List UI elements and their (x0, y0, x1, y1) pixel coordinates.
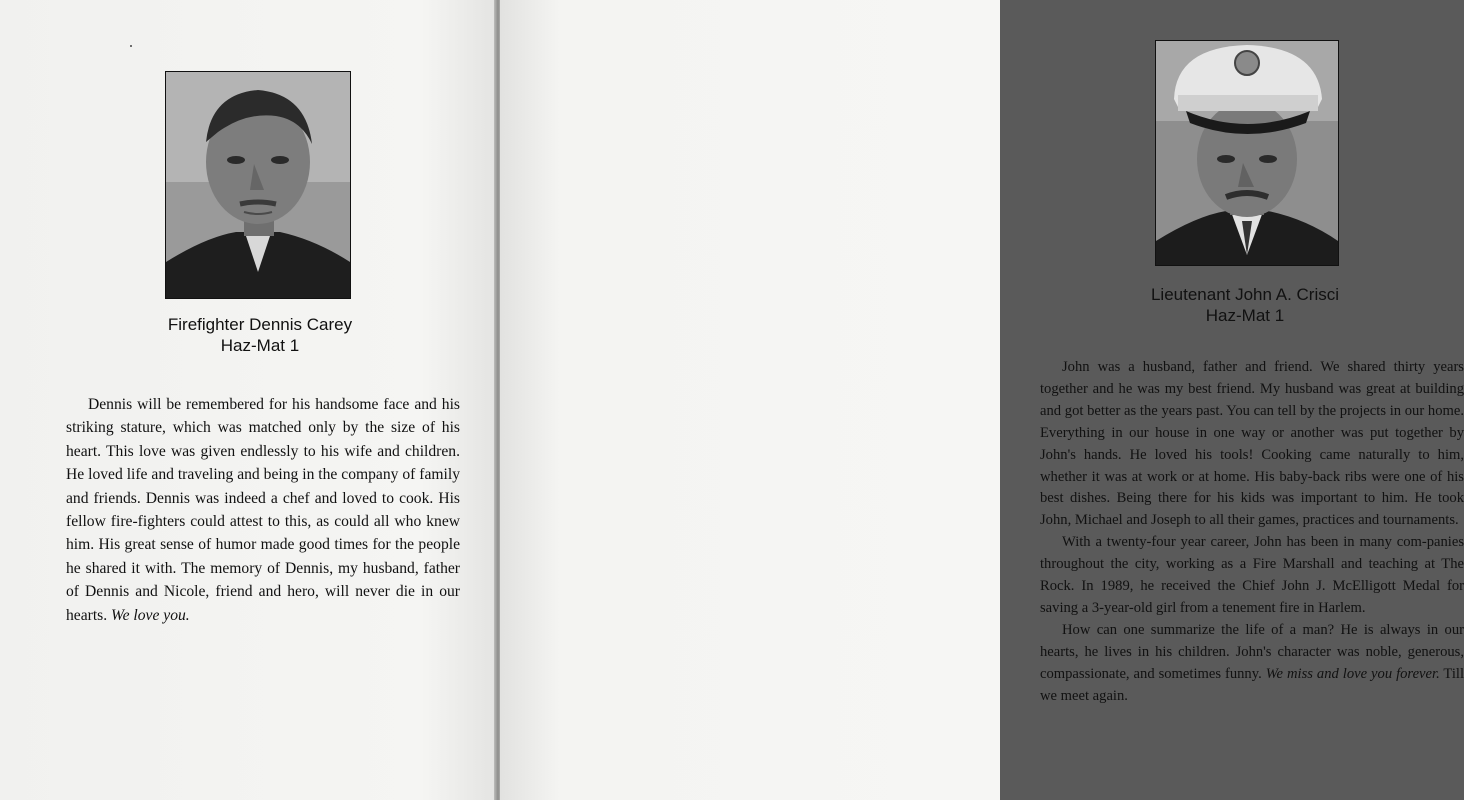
tribute-paragraph (66, 393, 460, 627)
caption-unit: Haz-Mat 1 (1205, 306, 1285, 325)
tribute-paragraph-3 (1040, 620, 1464, 708)
portrait-photo-john-crisci (1155, 40, 1339, 266)
tribute-closing: We love you. (111, 606, 190, 624)
right-page (500, 0, 1464, 800)
caption-name: Lieutenant John A. Crisci (1150, 285, 1340, 304)
tribute-ending: Till we meet again. (1040, 665, 1464, 704)
tribute-text: How can one summarize the life of a man? He is always in our hearts, he lives in his children. John's character was noble, generous, compassionate, and sometimes funny. (1040, 621, 1464, 682)
tribute-italic: We miss and love you forever. (1265, 665, 1440, 682)
portrait-photo-with-cap-icon (1156, 41, 1338, 265)
portrait-photo-dennis-carey (165, 71, 351, 299)
tribute-paragraph-1: John was a husband, father and friend. We shared thirty years together and he was my best friend. My husband was great at building and got better as the years past. You can tell by the projects in our home. Everything in our house in one way or another was put together by John's hands. He loved his tools! Cooking came naturally to him, whether it was at work or at home. His baby-back ribs were one of his best dishes. Being there for his kids was important to him. He took John, Michael and Joseph to all their games, practices and tournaments. (1040, 359, 1464, 529)
tribute-dennis-carey (66, 393, 460, 627)
tribute-john-crisci (1040, 357, 1464, 708)
tribute-text: Dennis will be remembered for his handsome face and his striking stature, which was matched only by the size of his heart. This love was given endlessly to his wife and children. He loved life and traveling and being in the company of family and friends. Dennis was indeed a chef and loved to cook. His fellow fire-fighters could attest to this, as could all who knew him. His great sense of humor made good times for the people he shared it with. The memory of Dennis, my husband, father of Dennis and Nicole, friend and hero, will never die in our hearts. (66, 396, 460, 624)
caption-name: Firefighter Dennis Carey (167, 315, 353, 334)
portrait-photo-icon (166, 72, 350, 298)
paper-speck (130, 45, 132, 47)
caption-john-crisci (1090, 284, 1400, 326)
caption-unit: Haz-Mat 1 (220, 336, 300, 355)
tribute-paragraph-2: With a twenty-four year career, John has been in many com-panies throughout the city, working as a Fire Marshall and teaching at The Rock. In 1989, he received the Chief John J. McElligott Medal for saving a 3-year-old girl from a tenement fire in Harlem. (1040, 534, 1464, 616)
left-page (0, 0, 496, 800)
caption-dennis-carey (110, 314, 410, 356)
